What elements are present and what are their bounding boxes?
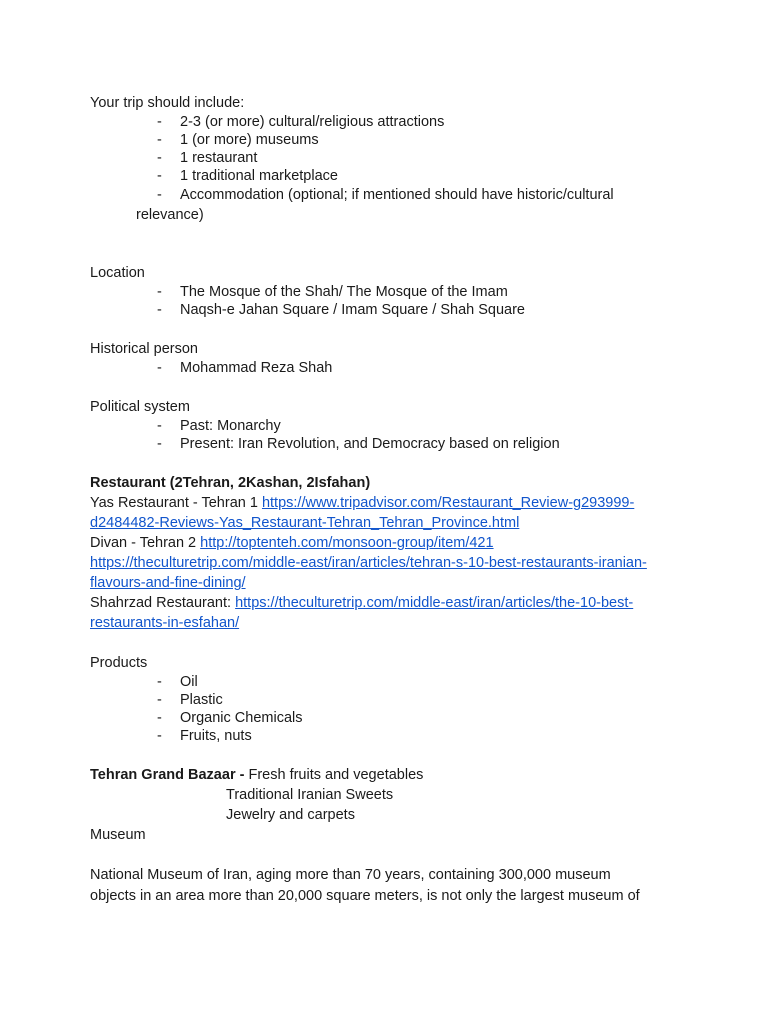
document-body (90, 93, 680, 907)
list-item: - Fruits, nuts (90, 727, 680, 745)
list-item: - Plastic (90, 691, 680, 709)
bazaar-name: Tehran Grand Bazaar - (90, 767, 245, 783)
museum-paragraph: National Museum of Iran, aging more than 70 years, containing 300,000 museum objects in an area more than 20,000 square meters, is not only the largest museum of (90, 867, 640, 904)
culture-trip-tehran-link[interactable]: https://theculturetrip.com/middle-east/iran/articles/tehran-s-10-best-restaurants-iranian- flavours-and-fine-dining/ (90, 555, 647, 591)
list-item: - Mohammad Reza Shah (90, 359, 680, 377)
shahrzad-restaurant (90, 593, 680, 633)
yas-label: Yas Restaurant - Tehran 1 (90, 495, 262, 511)
yas-restaurant (90, 493, 680, 533)
list-item: - 1 traditional marketplace (90, 167, 680, 185)
accommodation-text-cont: relevance) (136, 207, 204, 223)
products-list (90, 673, 680, 745)
list-item: - Organic Chemicals (90, 709, 680, 727)
bazaar-line-1: Tehran Grand Bazaar - Fresh fruits and vegetables (90, 767, 424, 783)
bazaar-line-3: Jewelry and carpets (226, 807, 355, 823)
products-heading: Products (90, 655, 148, 671)
divan-label: Divan - Tehran 2 (90, 535, 201, 551)
yas-link[interactable]: https://www.tripadvisor.com/Restaurant_Review-g293999- d2484482-Reviews-Yas_Restaurant-Tehran_Tehran_Province.html (90, 495, 635, 531)
political-system-list (90, 417, 680, 453)
shahrzad-link[interactable]: https://theculturetrip.com/middle-east/iran/articles/the-10-best- restaurants-in-esfahan/ (90, 595, 634, 631)
location-heading: Location (90, 265, 145, 281)
list-item: - 1 (or more) museums (90, 131, 680, 149)
divan-link[interactable]: http://toptenteh.com/monsoon-group/item/421 (200, 535, 494, 551)
list-item: - Present: Iran Revolution, and Democracy based on religion (90, 435, 680, 453)
shahrzad-label: Shahrzad Restaurant: (90, 595, 236, 611)
divan-restaurant (90, 533, 680, 553)
list-item: - The Mosque of the Shah/ The Mosque of the Imam (90, 283, 680, 301)
list-item (90, 185, 680, 225)
trip-requirements-heading: Your trip should include: (90, 95, 245, 111)
culture-trip-tehran (90, 553, 680, 593)
bazaar-line-2: Traditional Iranian Sweets (226, 787, 394, 803)
trip-requirements-list (90, 113, 680, 225)
list-item: - Naqsh-e Jahan Square / Imam Square / Shah Square (90, 301, 680, 319)
restaurant-heading: Restaurant (2Tehran, 2Kashan, 2Isfahan) (90, 475, 371, 491)
accommodation-text: Accommodation (optional; if mentioned should have historic/cultural (180, 187, 614, 203)
list-item: - Oil (90, 673, 680, 691)
list-item: - 1 restaurant (90, 149, 680, 167)
political-system-heading: Political system (90, 399, 190, 415)
historical-person-list (90, 359, 680, 377)
list-item: - 2-3 (or more) cultural/religious attractions (90, 113, 680, 131)
location-list (90, 283, 680, 319)
historical-person-heading: Historical person (90, 341, 198, 357)
museum-heading: Museum (90, 827, 146, 843)
list-item: - Past: Monarchy (90, 417, 680, 435)
